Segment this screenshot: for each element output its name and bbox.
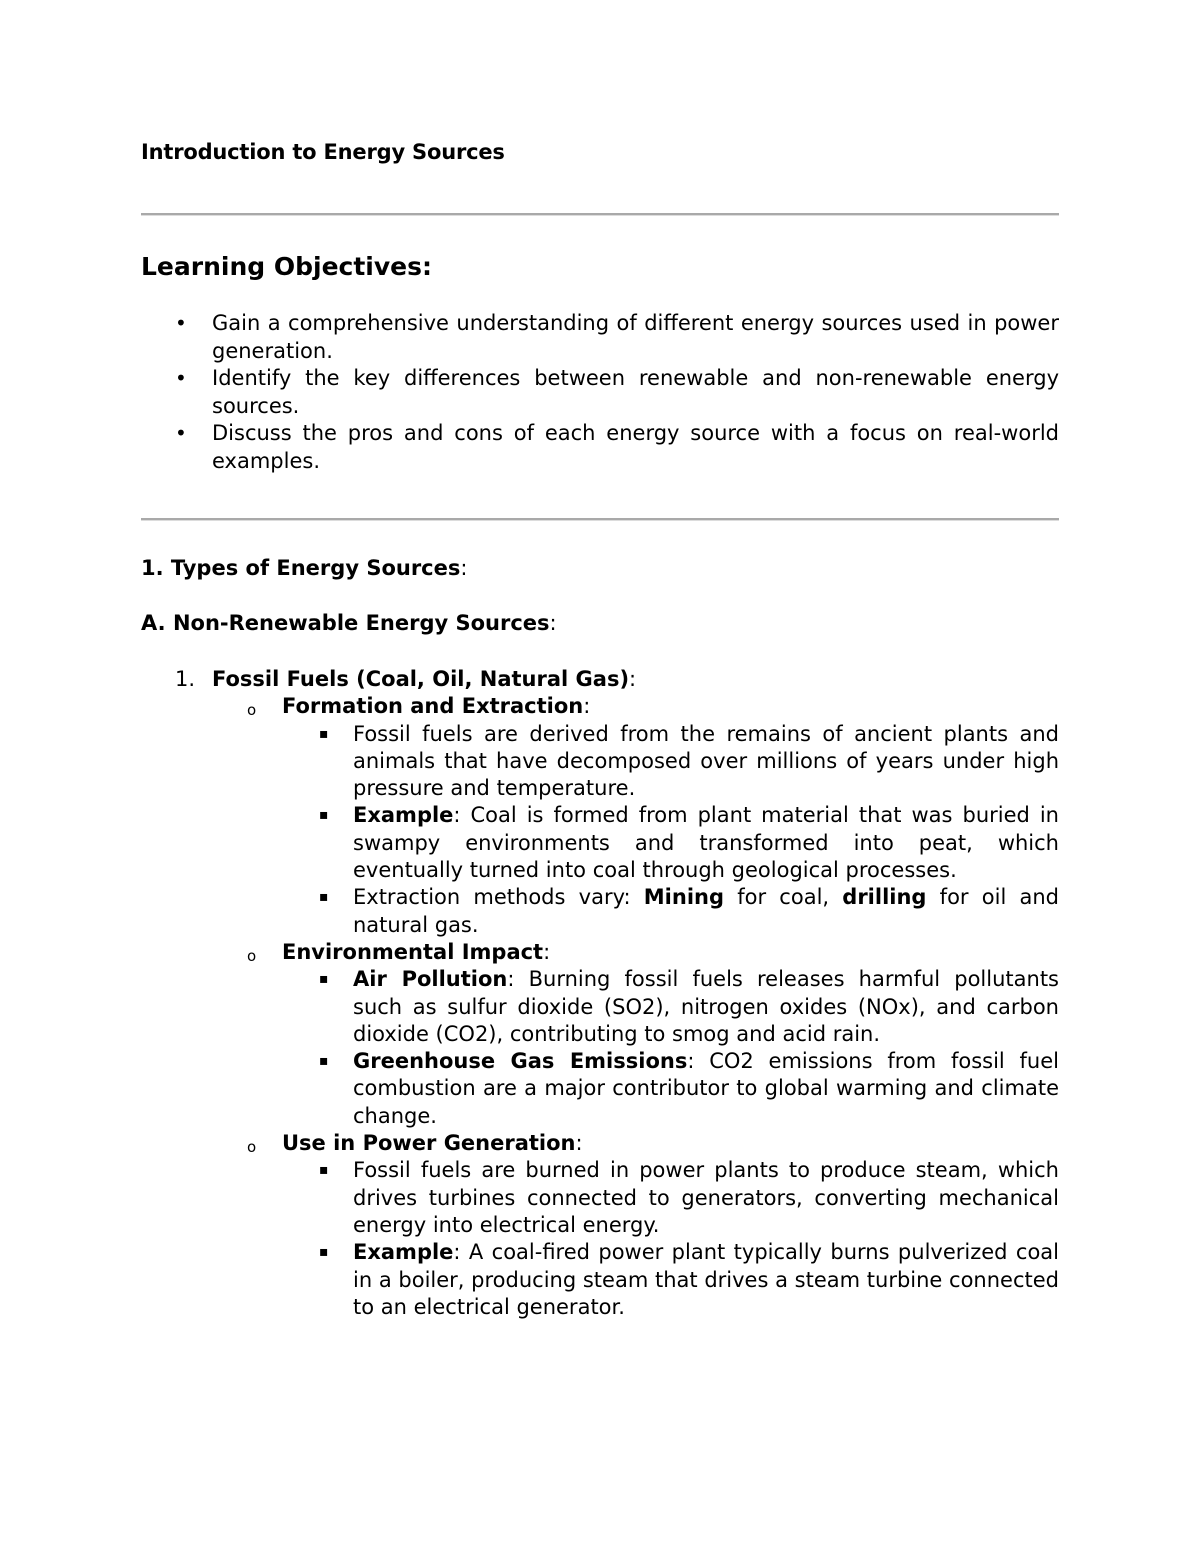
square-bullet-icon: ▪ [319,1053,329,1070]
learning-objectives-list [141,310,1059,475]
learning-objectives-heading: Learning Objectives: [141,252,432,281]
square-bullet-icon: ▪ [319,725,329,742]
circle-bullet-icon: o [247,946,257,965]
bullet-icon: • [175,311,187,335]
document-title: Introduction to Energy Sources [141,140,505,164]
section-heading-non-renewable: A. Non-Renewable Energy Sources: [141,611,557,635]
list-item: o Environmental Impact: [141,939,1059,966]
bullet-icon: • [175,421,187,445]
square-bullet-icon: ▪ [319,889,329,906]
square-bullet-icon: ▪ [319,1162,329,1179]
circle-bullet-icon: o [247,701,257,720]
list-item: o Formation and Extraction: [141,693,1059,720]
square-bullet-icon: ▪ [319,971,329,988]
square-bullet-icon: ▪ [319,807,329,824]
list-item: ▪ Example: A coal-fired power plant typically burns pulverized coal in a boiler, producing steam that drives a steam turbine connected to an electrical generator. [319,1240,1059,1319]
list-item: ▪ Fossil fuels are derived from the remains of ancient plants and animals that have decomposed over millions of years under high pressure and temperature. [319,721,1059,801]
list-item: ▪ Extraction methods vary: Mining for coal, drilling for oil and natural gas. [319,885,1059,937]
list-item: ▪ Air Pollution: Burning fossil fuels releases harmful pollutants such as sulfur dioxide (SO2), nitrogen oxides (NOx), and carbon dioxide (CO2), contributing to smog and acid rain. [319,967,1059,1046]
list-item: ▪ Example: Coal is formed from plant material that was buried in swampy environments and transformed into peat, which eventually turned into coal through geological processes. [319,803,1059,883]
list-item: o Use in Power Generation: [141,1130,1059,1157]
list-item: • Gain a comprehensive understanding of different energy sources used in power generation. [175,311,1059,363]
circle-bullet-icon: o [247,1138,257,1157]
list-item: ▪ Fossil fuels are burned in power plants to produce steam, which drives turbines connected to generators, converting mechanical energy into electrical energy. [319,1158,1059,1237]
list-item: • Identify the key differences between renewable and non-renewable energy sources. [175,366,1059,418]
horizontal-rule [141,518,1059,521]
fossil-fuels-outline [141,666,1059,1321]
bullet-icon: • [175,366,187,390]
list-item: • Discuss the pros and cons of each energy source with a focus on real-world examples. [175,421,1059,473]
square-bullet-icon: ▪ [319,1244,329,1261]
list-number: 1. [175,667,196,691]
section-heading-types: 1. Types of Energy Sources: [141,556,468,580]
horizontal-rule [141,213,1059,216]
list-item: ▪ Greenhouse Gas Emissions: CO2 emissions from fossil fuel combustion are a major contributor to global warming and climate change. [319,1049,1059,1128]
list-item: 1. Fossil Fuels (Coal, Oil, Natural Gas): [141,666,1059,693]
